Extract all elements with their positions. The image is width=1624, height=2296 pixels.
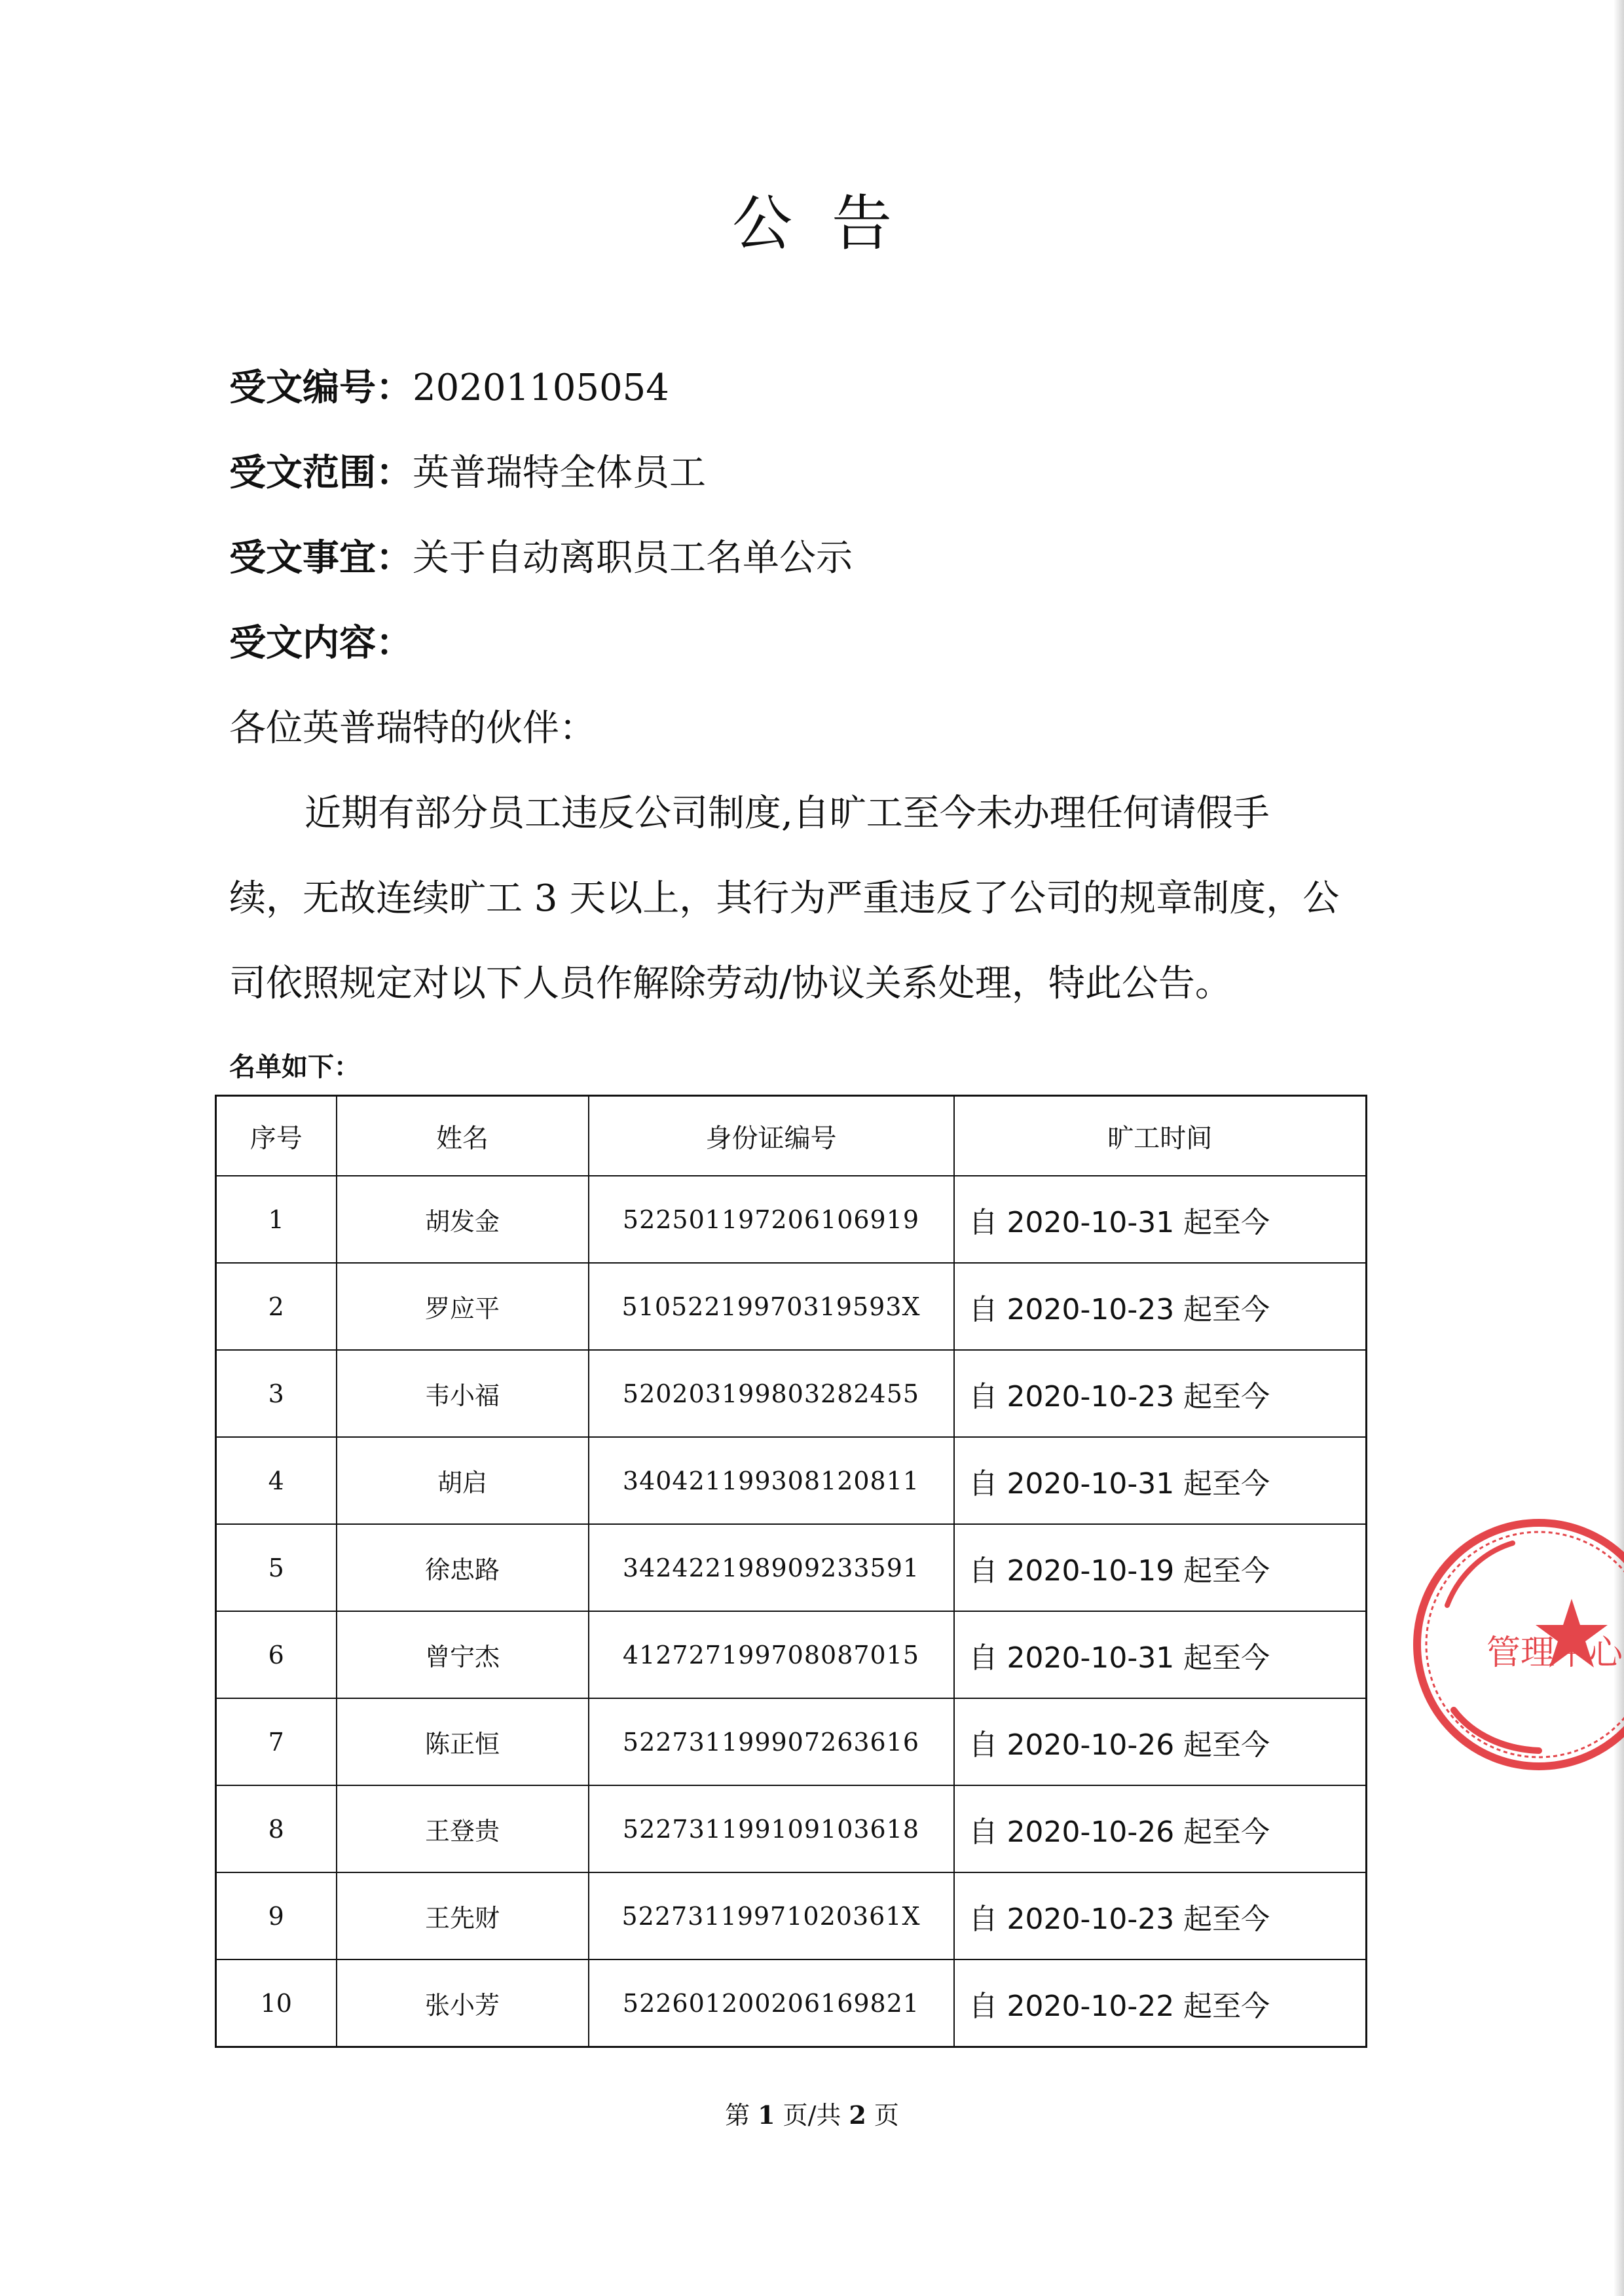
cell-time: 自 2020-10-23 起至今 bbox=[954, 1872, 1367, 1959]
cell-seq: 10 bbox=[216, 1959, 337, 2047]
roster-table bbox=[215, 1095, 1367, 2048]
doc-number-line bbox=[229, 365, 669, 411]
doc-number-value: 20201105054 bbox=[413, 367, 669, 409]
cell-id: 51052219970319593X bbox=[589, 1263, 954, 1350]
footer-prefix: 第 bbox=[725, 2101, 750, 2130]
cell-time: 自 2020-10-31 起至今 bbox=[954, 1611, 1367, 1698]
company-seal-stamp bbox=[1408, 1514, 1624, 1776]
cell-seq: 8 bbox=[216, 1785, 337, 1872]
page-title: 公告 bbox=[731, 189, 931, 259]
table-row bbox=[216, 1698, 1367, 1785]
cell-time: 自 2020-10-31 起至今 bbox=[954, 1176, 1367, 1263]
cell-id: 522601200206169821 bbox=[589, 1959, 954, 2047]
subject-value: 关于自动离职员工名单公示 bbox=[413, 537, 853, 579]
cell-seq: 4 bbox=[216, 1437, 337, 1524]
footer-total-pages: 2 bbox=[849, 2100, 866, 2130]
list-caption: 名单如下： bbox=[229, 1052, 360, 1082]
header-time: 旷工时间 bbox=[954, 1096, 1367, 1176]
scope-line bbox=[229, 450, 706, 496]
footer-suffix: 页 bbox=[874, 2101, 899, 2130]
header-name: 姓名 bbox=[337, 1096, 589, 1176]
subject-label: 受文事宜： bbox=[229, 537, 413, 579]
greeting: 各位英普瑞特的伙伴： bbox=[229, 707, 596, 750]
cell-id: 522731199109103618 bbox=[589, 1785, 954, 1872]
doc-number-label: 受文编号： bbox=[229, 367, 413, 409]
cell-time: 自 2020-10-26 起至今 bbox=[954, 1698, 1367, 1785]
cell-name: 张小芳 bbox=[337, 1959, 589, 2047]
cell-id: 522731199907263616 bbox=[589, 1698, 954, 1785]
cell-name: 徐忠路 bbox=[337, 1524, 589, 1611]
cell-name: 王先财 bbox=[337, 1872, 589, 1959]
cell-name: 胡发金 bbox=[337, 1176, 589, 1263]
table-row bbox=[216, 1872, 1367, 1959]
cell-id: 340421199308120811 bbox=[589, 1437, 954, 1524]
cell-seq: 5 bbox=[216, 1524, 337, 1611]
footer-current-page: 1 bbox=[758, 2100, 775, 2130]
cell-time: 自 2020-10-19 起至今 bbox=[954, 1524, 1367, 1611]
cell-seq: 2 bbox=[216, 1263, 337, 1350]
body-line-1: 近期有部分员工违反公司制度,自旷工至今未办理任何请假手 bbox=[304, 792, 1270, 835]
cell-name: 王登贵 bbox=[337, 1785, 589, 1872]
cell-time: 自 2020-10-22 起至今 bbox=[954, 1959, 1367, 2047]
scope-label: 受文范围： bbox=[229, 452, 413, 494]
cell-name: 曾宁杰 bbox=[337, 1611, 589, 1698]
table-row bbox=[216, 1785, 1367, 1872]
cell-name: 韦小福 bbox=[337, 1350, 589, 1437]
cell-time: 自 2020-10-23 起至今 bbox=[954, 1350, 1367, 1437]
table-row bbox=[216, 1437, 1367, 1524]
table-row bbox=[216, 1524, 1367, 1611]
content-label: 受文内容： bbox=[229, 622, 413, 665]
cell-name: 胡启 bbox=[337, 1437, 589, 1524]
scope-value: 英普瑞特全体员工 bbox=[413, 452, 706, 494]
table-row bbox=[216, 1611, 1367, 1698]
seal-text: 管理中心 bbox=[1486, 1633, 1623, 1673]
cell-seq: 7 bbox=[216, 1698, 337, 1785]
cell-id: 412727199708087015 bbox=[589, 1611, 954, 1698]
body-line-3: 司依照规定对以下人员作解除劳动/协议关系处理，特此公告。 bbox=[229, 962, 1232, 1005]
cell-id: 342422198909233591 bbox=[589, 1524, 954, 1611]
cell-seq: 1 bbox=[216, 1176, 337, 1263]
cell-seq: 6 bbox=[216, 1611, 337, 1698]
cell-name: 陈正恒 bbox=[337, 1698, 589, 1785]
table-row bbox=[216, 1263, 1367, 1350]
content-line bbox=[229, 621, 413, 666]
table-row bbox=[216, 1176, 1367, 1263]
page-footer bbox=[0, 2095, 1624, 2131]
cell-seq: 9 bbox=[216, 1872, 337, 1959]
table-row bbox=[216, 1350, 1367, 1437]
cell-time: 自 2020-10-26 起至今 bbox=[954, 1785, 1367, 1872]
cell-id: 520203199803282455 bbox=[589, 1350, 954, 1437]
footer-middle: 页/共 bbox=[783, 2101, 841, 2130]
cell-seq: 3 bbox=[216, 1350, 337, 1437]
header-id: 身份证编号 bbox=[589, 1096, 954, 1176]
cell-time: 自 2020-10-23 起至今 bbox=[954, 1263, 1367, 1350]
header-row bbox=[216, 1096, 1367, 1176]
cell-id: 522501197206106919 bbox=[589, 1176, 954, 1263]
header-seq: 序号 bbox=[216, 1096, 337, 1176]
body-line-2: 续，无故连续旷工 3 天以上，其行为严重违反了公司的规章制度，公 bbox=[229, 877, 1340, 920]
cell-id: 52273119971020361X bbox=[589, 1872, 954, 1959]
scan-edge bbox=[1614, 0, 1624, 2296]
table-row bbox=[216, 1959, 1367, 2047]
cell-time: 自 2020-10-31 起至今 bbox=[954, 1437, 1367, 1524]
subject-line bbox=[229, 536, 853, 581]
cell-name: 罗应平 bbox=[337, 1263, 589, 1350]
